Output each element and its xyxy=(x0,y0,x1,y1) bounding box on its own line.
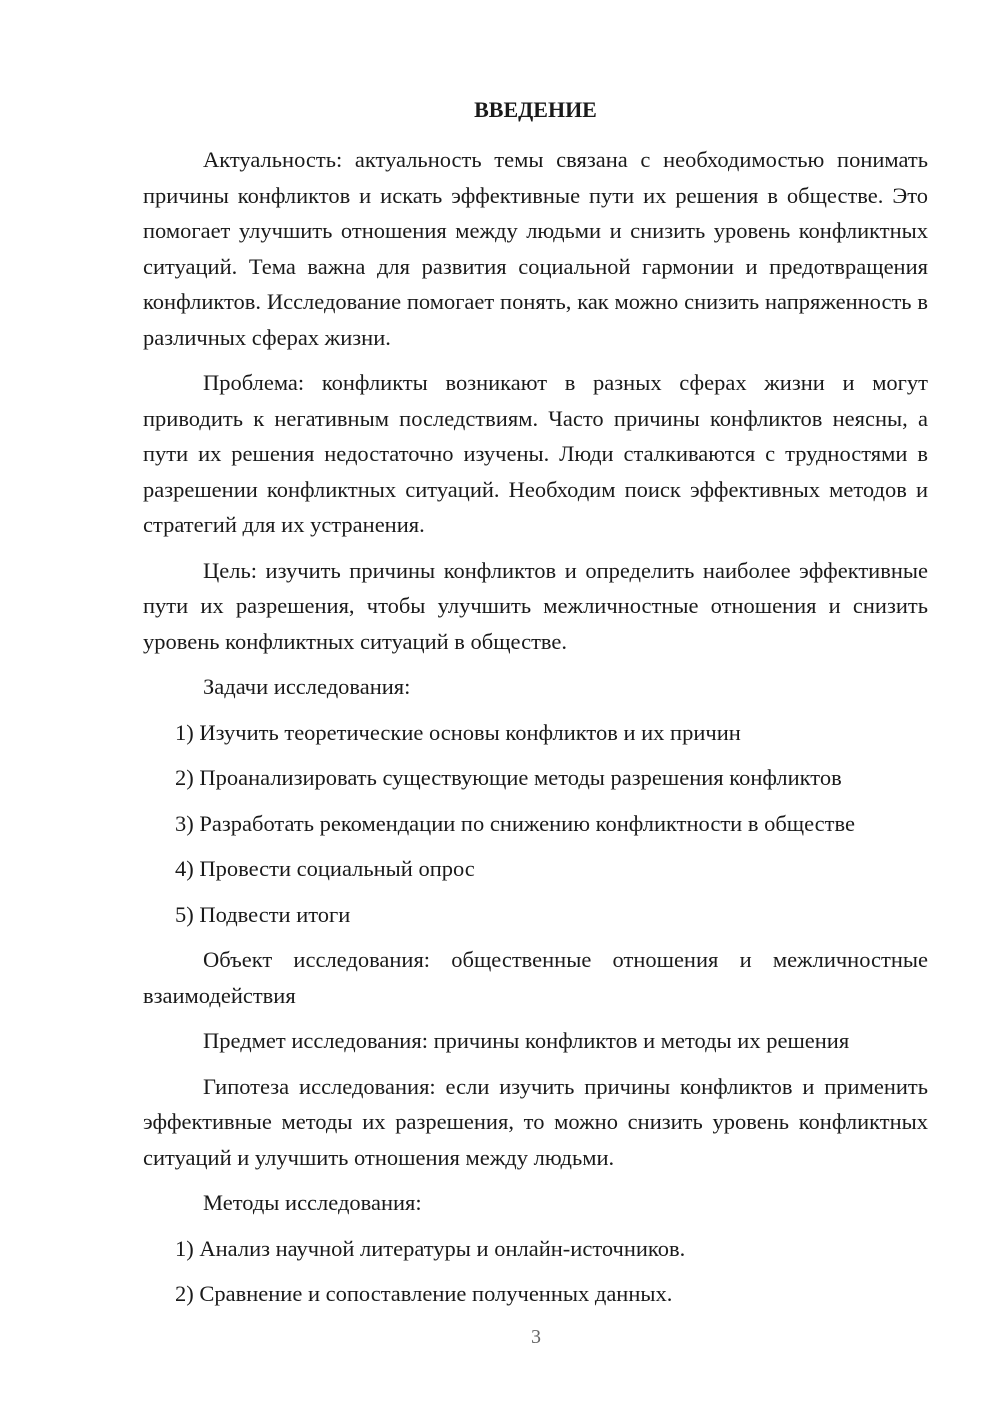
problem-paragraph: Проблема: конфликты возникают в разных сферах жизни и могут приводить к негативным последствиям. Часто причины конфликтов неясны, а пути их решения недостаточно изучены. Люди сталкиваются с трудностями в разрешении конфликтных ситуаций. Необходим поиск эффективных методов и стратегий для их устранения. xyxy=(143,370,928,537)
tasks-list xyxy=(143,715,928,933)
page-number: 3 xyxy=(531,1326,541,1348)
list-item: 1) Анализ научной литературы и онлайн-источников. xyxy=(175,1235,686,1261)
list-item: 4) Провести социальный опрос xyxy=(175,856,475,881)
section-title: ВВЕДЕНИЕ xyxy=(474,97,597,122)
page-content xyxy=(143,94,928,1322)
tasks-heading: Задачи исследования: xyxy=(203,674,411,699)
list-item: 5) Подвести итоги xyxy=(175,901,351,927)
subject-paragraph: Предмет исследования: причины конфликтов и методы их решения xyxy=(203,1028,850,1053)
object-paragraph: Объект исследования: общественные отношения и межличностные взаимодействия xyxy=(143,947,928,1008)
relevance-paragraph: Актуальность: актуальность темы связана с необходимостью понимать причины конфликтов и искать эффективные пути их решения в обществе. Это помогает улучшить отношения между людьми и снизить уровень конфликтных ситуаций. Тема важна для развития социальной гармонии и предотвращения конфликтов. Исследование помогает понять, как можно снизить напряженность в различных сферах жизни. xyxy=(143,147,928,350)
methods-heading: Методы исследования: xyxy=(203,1190,422,1215)
goal-paragraph: Цель: изучить причины конфликтов и определить наиболее эффективные пути их разрешения, чтобы улучшить межличностные отношения и снизить уровень конфликтных ситуаций в обществе. xyxy=(143,557,928,654)
list-item: 2) Сравнение и сопоставление полученных данных. xyxy=(175,1281,673,1306)
list-item: 2) Проанализировать существующие методы разрешения конфликтов xyxy=(175,765,842,790)
methods-list xyxy=(143,1231,928,1312)
list-item: 3) Разработать рекомендации по снижению конфликтности в обществе xyxy=(175,810,855,836)
list-item: 1) Изучить теоретические основы конфликтов и их причин xyxy=(175,719,741,745)
hypothesis-paragraph: Гипотеза исследования: если изучить причины конфликтов и применить эффективные методы их разрешения, то можно снизить уровень конфликтных ситуаций и улучшить отношения между людьми. xyxy=(143,1073,928,1170)
